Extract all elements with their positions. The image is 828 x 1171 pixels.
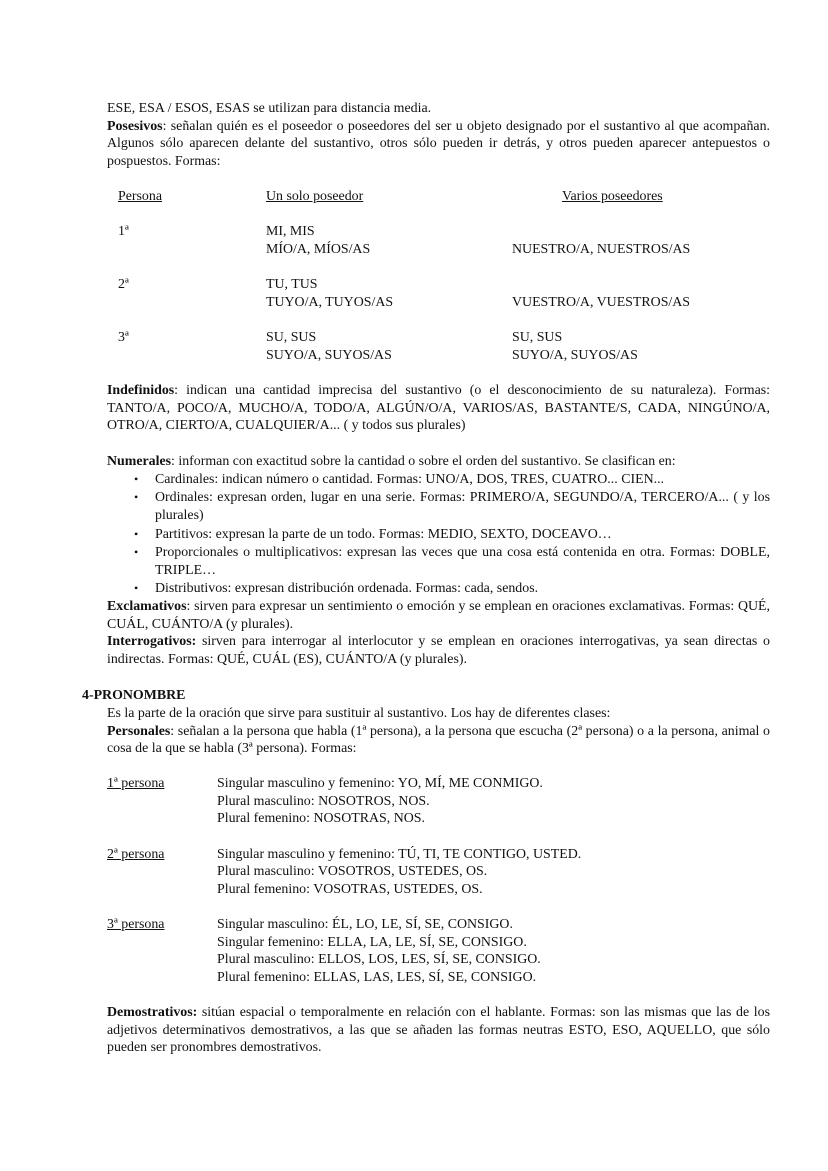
persona-line: Singular masculino: ÉL, LO, LE, SÍ, SE, CONSIGO.	[217, 917, 513, 932]
table-header-persona: Persona	[118, 189, 162, 204]
bullet: •	[134, 527, 139, 541]
list-item: Proporcionales o multiplicativos: expresan las veces que una cosa está contenida en otra. Formas: DOBLE, TRIPLE…	[155, 545, 770, 578]
persona-line: Plural masculino: NOSOTROS, NOS.	[217, 794, 430, 809]
table-cell-persona: 2ª	[118, 277, 129, 292]
table-cell: TU, TUS	[266, 277, 318, 292]
table-cell: MÍO/A, MÍOS/AS	[266, 242, 371, 257]
table-cell-persona: 3ª	[118, 330, 129, 345]
table-cell: SU, SUS	[512, 330, 563, 345]
personales-paragraph	[107, 723, 770, 758]
numerales-paragraph	[107, 453, 770, 471]
personales-term: Personales	[107, 723, 171, 739]
demostrativos-term: Demostrativos:	[107, 1005, 198, 1020]
table-cell: VUESTRO/A, VUESTROS/AS	[512, 295, 691, 310]
persona-line: Plural femenino: ELLAS, LAS, LES, SÍ, SE, CONSIGO.	[217, 970, 537, 985]
demostrativos-paragraph	[107, 1004, 770, 1057]
posesivos-text: : señalan quién es el poseedor o poseedores del ser u objeto designado por el sustantivo al que acompañan. Algunos sólo aparecen delante del sustantivo, otros sólo pueden ir detrás, y otros pueden aparecer antepuestos o pospuestos. Formas:	[107, 118, 770, 169]
bullet: •	[134, 490, 139, 504]
posesivos-term: Posesivos	[107, 118, 163, 134]
section-heading: 4-PRONOMBRE	[82, 688, 186, 703]
table-cell: SUYO/A, SUYOS/AS	[512, 348, 638, 363]
list-item: Ordinales: expresan orden, lugar en una serie. Formas: PRIMERO/A, SEGUNDO/A, TERCERO/A... ( y los plurales)	[155, 490, 770, 523]
persona-line: Plural masculino: VOSOTROS, USTEDES, OS.	[217, 864, 488, 879]
bullet: •	[134, 545, 139, 559]
pronombre-section	[107, 705, 770, 758]
persona-line: Singular masculino y femenino: YO, MÍ, ME CONMIGO.	[217, 776, 543, 791]
interrogativos-paragraph	[107, 633, 770, 668]
table-cell: TUYO/A, TUYOS/AS	[266, 295, 394, 310]
exclamativos-term: Exclamativos	[107, 599, 187, 614]
exclamativos-paragraph	[107, 598, 770, 633]
table-cell-persona: 1ª	[118, 224, 129, 239]
numerales-text: : informan con exactitud sobre la cantidad o sobre el orden del sustantivo. Se clasifican en:	[171, 454, 676, 469]
persona-line: Plural femenino: NOSOTRAS, NOS.	[217, 811, 425, 826]
posesivos-section	[107, 100, 770, 170]
indefinidos-text: : indican una cantidad imprecisa del sustantivo (o el desconocimiento de su naturaleza). Formas: TANTO/A, POCO/A, MUCHO/A, TODO/A, ALGÚN/O/A, VARIOS/AS, BASTANTE/S, CADA, NINGÚNO/A, OTRO/A, CIERTO/A, CUALQUIER/A... ( y todos sus plurales)	[107, 383, 770, 434]
persona-label: 2ª persona	[107, 847, 165, 862]
bullet: •	[134, 581, 139, 595]
exclamativos-section	[107, 598, 770, 668]
interrogativos-term: Interrogativos:	[107, 634, 197, 650]
bullet: •	[134, 472, 139, 486]
exclamativos-text: : sirven para expresar un sentimiento o emoción y se emplean en oraciones exclamativas. Formas: QUÉ, CUÁL, CUÁNTO/A (y plurales).	[107, 599, 770, 632]
indefinidos-paragraph	[107, 382, 770, 435]
list-item: Partitivos: expresan la parte de un todo. Formas: MEDIO, SEXTO, DOCEAVO…	[155, 527, 612, 542]
posesivos-paragraph	[107, 118, 770, 171]
indefinidos-section	[107, 382, 770, 435]
list-item: Distributivos: expresan distribución ordenada. Formas: cada, sendos.	[155, 581, 539, 596]
indefinidos-term: Indefinidos	[107, 383, 175, 398]
persona-line: Plural masculino: ELLOS, LOS, LES, SÍ, SE, CONSIGO.	[217, 952, 541, 967]
demostrativos-text: sitúan espacial o temporalmente en relación con el hablante. Formas: son las mismas que las de los adjetivos determinativos demostrativos, a las que se añaden las formas neutras ESTO, ESO, AQUELLO, que sólo pueden ser pronombres demostrativos.	[107, 1005, 770, 1056]
interrogativos-text: sirven para interrogar al interlocutor y se emplean en oraciones interrogativas, ya sean directas o indirectas. Formas: QUÉ, CUÁL (ES), CUÁNTO/A (y plurales).	[107, 634, 770, 667]
table-header-un-solo: Un solo poseedor	[266, 189, 364, 204]
numerales-section	[107, 453, 770, 471]
persona-label: 1ª persona	[107, 776, 165, 791]
table-cell: SUYO/A, SUYOS/AS	[266, 348, 392, 363]
persona-line: Plural femenino: VOSOTRAS, USTEDES, OS.	[217, 882, 483, 897]
persona-line: Singular masculino y femenino: TÚ, TI, TE CONTIGO, USTED.	[217, 847, 582, 862]
list-item: Cardinales: indican número o cantidad. Formas: UNO/A, DOS, TRES, CUATRO... CIEN...	[155, 472, 665, 487]
persona-label: 3ª persona	[107, 917, 165, 932]
personales-text: : señalan a la persona que habla (1ª persona), a la persona que escucha (2ª persona) o a la persona, animal o cosa de la que se habla (3ª persona). Formas:	[107, 723, 770, 757]
numerales-term: Numerales	[107, 454, 172, 469]
demostrativos-section	[107, 1004, 770, 1057]
table-cell: MI, MIS	[266, 224, 315, 239]
table-cell: NUESTRO/A, NUESTROS/AS	[512, 242, 691, 257]
table-cell: SU, SUS	[266, 330, 317, 345]
persona-line: Singular femenino: ELLA, LA, LE, SÍ, SE, CONSIGO.	[217, 935, 527, 950]
pronombre-intro: Es la parte de la oración que sirve para sustituir al sustantivo. Los hay de diferentes clases:	[107, 706, 611, 721]
table-header-varios: Varios poseedores	[562, 189, 663, 204]
intro-line: ESE, ESA / ESOS, ESAS se utilizan para distancia media.	[107, 101, 432, 116]
